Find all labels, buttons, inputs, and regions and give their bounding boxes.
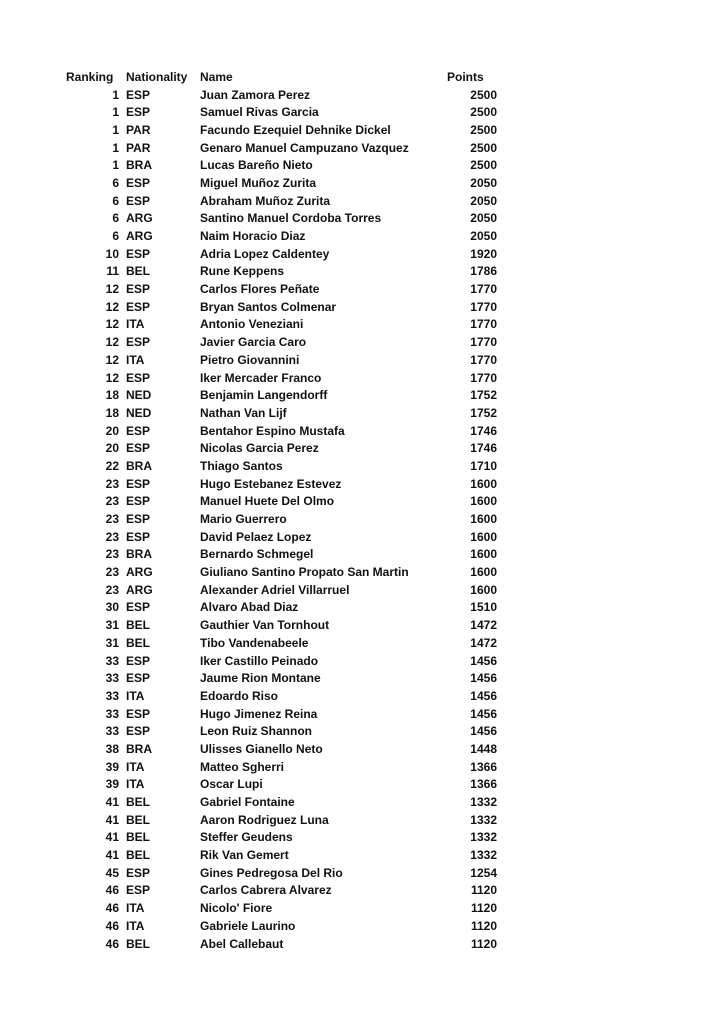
- table-row: [66, 86, 497, 104]
- nationality-cell: BEL: [126, 830, 150, 845]
- table-row: [66, 846, 497, 864]
- points-cell: 2500: [470, 140, 497, 155]
- name-cell: Juan Zamora Perez: [200, 87, 311, 102]
- rank-cell: 6: [112, 175, 119, 190]
- table-row: [66, 722, 497, 740]
- table-row: [66, 510, 497, 528]
- table-row: [66, 298, 497, 316]
- table-row: [66, 793, 497, 811]
- points-cell: 1600: [470, 512, 497, 527]
- name-cell: Rune Keppens: [200, 264, 285, 279]
- name-cell: Gabriele Laurino: [200, 918, 296, 933]
- name-cell: Oscar Lupi: [200, 777, 263, 792]
- name-cell: Alvaro Abad Diaz: [200, 600, 299, 615]
- table-row: [66, 333, 497, 351]
- name-cell: Matteo Sgherri: [200, 759, 285, 774]
- rank-cell: 23: [105, 582, 119, 597]
- rank-cell: 31: [105, 618, 119, 633]
- name-cell: Benjamin Langendorff: [200, 388, 328, 403]
- rank-cell: 23: [105, 494, 119, 509]
- points-cell: 2050: [470, 229, 497, 244]
- name-cell: Bernardo Schmegel: [200, 547, 314, 562]
- name-cell: Hugo Estebanez Estevez: [200, 476, 342, 491]
- points-cell: 1600: [470, 494, 497, 509]
- nationality-cell: ESP: [126, 529, 151, 544]
- nationality-cell: ITA: [126, 317, 145, 332]
- rank-cell: 6: [112, 193, 119, 208]
- points-cell: 1600: [470, 582, 497, 597]
- points-cell: 2500: [470, 122, 497, 137]
- rank-cell: 23: [105, 512, 119, 527]
- nationality-cell: ESP: [126, 175, 151, 190]
- points-cell: 1366: [470, 777, 497, 792]
- table-row: [66, 546, 497, 564]
- name-cell: David Pelaez Lopez: [200, 529, 312, 544]
- name-cell: Gauthier Van Tornhout: [200, 618, 330, 633]
- rank-cell: 12: [105, 282, 119, 297]
- points-cell: 1746: [470, 423, 497, 438]
- points-cell: 2500: [470, 87, 497, 102]
- table-row: [66, 386, 497, 404]
- table-row: [66, 917, 497, 935]
- points-cell: 1456: [470, 653, 497, 668]
- points-cell: 1752: [470, 405, 497, 420]
- table-row: [66, 369, 497, 387]
- rank-cell: 33: [105, 724, 119, 739]
- table-row: [66, 280, 497, 298]
- rank-cell: 33: [105, 653, 119, 668]
- nationality-cell: ESP: [126, 724, 151, 739]
- name-cell: Manuel Huete Del Olmo: [200, 494, 335, 509]
- nationality-cell: ARG: [126, 582, 153, 597]
- name-cell: Hugo Jimenez Reina: [200, 706, 318, 721]
- rank-cell: 33: [105, 688, 119, 703]
- nationality-cell: ESP: [126, 193, 151, 208]
- points-cell: 1456: [470, 724, 497, 739]
- name-cell: Miguel Muñoz Zurita: [200, 175, 316, 190]
- rank-cell: 6: [112, 211, 119, 226]
- rank-cell: 41: [105, 848, 119, 863]
- name-cell: Nathan Van Lijf: [200, 405, 287, 420]
- table-row: [66, 669, 497, 687]
- nationality-cell: ESP: [126, 706, 151, 721]
- rank-cell: 1: [112, 105, 119, 120]
- nationality-cell: BEL: [126, 264, 150, 279]
- table-row: [66, 652, 497, 670]
- name-cell: Javier Garcia Caro: [200, 335, 307, 350]
- points-cell: 2050: [470, 193, 497, 208]
- points-cell: 1600: [470, 529, 497, 544]
- nationality-cell: ITA: [126, 777, 145, 792]
- rank-cell: 41: [105, 830, 119, 845]
- nationality-cell: BEL: [126, 812, 150, 827]
- name-cell: Tibo Vandenabeele: [200, 635, 309, 650]
- rank-cell: 12: [105, 370, 119, 385]
- nationality-cell: BRA: [126, 741, 152, 756]
- nationality-cell: BEL: [126, 635, 150, 650]
- rank-cell: 12: [105, 352, 119, 367]
- rank-cell: 31: [105, 635, 119, 650]
- table-row: [66, 687, 497, 705]
- rank-cell: 41: [105, 795, 119, 810]
- nationality-cell: ITA: [126, 352, 145, 367]
- table-row: [66, 422, 497, 440]
- points-cell: 1456: [470, 688, 497, 703]
- rank-cell: 38: [105, 741, 119, 756]
- nationality-cell: NED: [126, 388, 152, 403]
- table-row: [66, 439, 497, 457]
- rank-cell: 23: [105, 529, 119, 544]
- points-cell: 1770: [470, 352, 497, 367]
- rank-cell: 20: [105, 441, 119, 456]
- table-row: [66, 316, 497, 334]
- points-cell: 1770: [470, 282, 497, 297]
- points-cell: 2050: [470, 175, 497, 190]
- name-cell: Pietro Giovannini: [200, 352, 300, 367]
- name-cell: Santino Manuel Cordoba Torres: [200, 211, 382, 226]
- table-row: [66, 899, 497, 917]
- points-cell: 1120: [470, 918, 497, 933]
- table-row: [66, 882, 497, 900]
- table-header-row: [66, 68, 497, 86]
- points-cell: 1366: [470, 759, 497, 774]
- points-cell: 1600: [470, 476, 497, 491]
- nationality-cell: ESP: [126, 653, 151, 668]
- points-cell: 1332: [470, 848, 497, 863]
- table-row: [66, 829, 497, 847]
- table-row: [66, 404, 497, 422]
- table-row: [66, 616, 497, 634]
- nationality-cell: ESP: [126, 883, 151, 898]
- rank-cell: 1: [112, 87, 119, 102]
- rank-cell: 12: [105, 335, 119, 350]
- table-row: [66, 740, 497, 758]
- points-cell: 1120: [470, 936, 497, 951]
- table-row: [66, 351, 497, 369]
- points-cell: 1710: [470, 458, 497, 473]
- rank-cell: 46: [105, 918, 119, 933]
- nationality-cell: ESP: [126, 494, 151, 509]
- nationality-cell: ESP: [126, 671, 151, 686]
- nationality-cell: ESP: [126, 335, 151, 350]
- rank-cell: 33: [105, 706, 119, 721]
- rank-cell: 46: [105, 936, 119, 951]
- rank-cell: 10: [105, 246, 119, 261]
- points-cell: 1770: [470, 299, 497, 314]
- table-row: [66, 227, 497, 245]
- points-cell: 1770: [470, 370, 497, 385]
- table-row: [66, 103, 497, 121]
- rank-cell: 30: [105, 600, 119, 615]
- nationality-cell: BRA: [126, 458, 152, 473]
- name-cell: Nicolas Garcia Perez: [200, 441, 319, 456]
- nationality-cell: ESP: [126, 476, 151, 491]
- nationality-cell: ESP: [126, 512, 151, 527]
- nationality-cell: BEL: [126, 848, 150, 863]
- points-cell: 1600: [470, 547, 497, 562]
- rank-cell: 45: [105, 865, 119, 880]
- rank-cell: 46: [105, 901, 119, 916]
- nationality-cell: ITA: [126, 901, 145, 916]
- column-header-nationality: Nationality: [126, 69, 188, 84]
- name-cell: Rik Van Gemert: [200, 848, 289, 863]
- table-row: [66, 139, 497, 157]
- rank-cell: 23: [105, 565, 119, 580]
- table-row: [66, 457, 497, 475]
- points-cell: 2050: [470, 211, 497, 226]
- points-cell: 2500: [470, 105, 497, 120]
- rank-cell: 20: [105, 423, 119, 438]
- nationality-cell: NED: [126, 405, 152, 420]
- name-cell: Iker Mercader Franco: [200, 370, 322, 385]
- name-cell: Lucas Bareño Nieto: [200, 158, 313, 173]
- name-cell: Leon Ruiz Shannon: [200, 724, 312, 739]
- name-cell: Abel Callebaut: [200, 936, 284, 951]
- name-cell: Ulisses Gianello Neto: [200, 741, 323, 756]
- rank-cell: 18: [105, 388, 119, 403]
- rank-cell: 46: [105, 883, 119, 898]
- nationality-cell: ESP: [126, 282, 151, 297]
- name-cell: Bryan Santos Colmenar: [200, 299, 337, 314]
- name-cell: Facundo Ezequiel Dehnike Dickel: [200, 122, 391, 137]
- name-cell: Steffer Geudens: [200, 830, 293, 845]
- points-cell: 1332: [470, 812, 497, 827]
- nationality-cell: ARG: [126, 229, 153, 244]
- nationality-cell: ESP: [126, 105, 151, 120]
- points-cell: 1472: [470, 635, 497, 650]
- name-cell: Jaume Rion Montane: [200, 671, 321, 686]
- table-row: [66, 634, 497, 652]
- name-cell: Abraham Muñoz Zurita: [200, 193, 331, 208]
- points-cell: 1254: [470, 865, 497, 880]
- rank-cell: 1: [112, 158, 119, 173]
- table-row: [66, 864, 497, 882]
- ranking-table: [66, 68, 497, 952]
- table-row: [66, 475, 497, 493]
- points-cell: 1456: [470, 706, 497, 721]
- points-cell: 1786: [470, 264, 497, 279]
- points-cell: 1332: [470, 795, 497, 810]
- table-row: [66, 705, 497, 723]
- rank-cell: 1: [112, 122, 119, 137]
- name-cell: Thiago Santos: [200, 458, 283, 473]
- nationality-cell: ESP: [126, 299, 151, 314]
- points-cell: 1752: [470, 388, 497, 403]
- column-header-points: Points: [447, 69, 484, 84]
- nationality-cell: ESP: [126, 441, 151, 456]
- points-cell: 1120: [470, 883, 497, 898]
- points-cell: 1456: [470, 671, 497, 686]
- rank-cell: 39: [105, 777, 119, 792]
- rank-cell: 23: [105, 547, 119, 562]
- nationality-cell: ESP: [126, 865, 151, 880]
- name-cell: Aaron Rodriguez Luna: [200, 812, 329, 827]
- name-cell: Samuel Rivas Garcia: [200, 105, 319, 120]
- name-cell: Edoardo Riso: [200, 688, 279, 703]
- points-cell: 1746: [470, 441, 497, 456]
- rank-cell: 6: [112, 229, 119, 244]
- table-row: [66, 528, 497, 546]
- points-cell: 1448: [470, 741, 497, 756]
- rank-cell: 33: [105, 671, 119, 686]
- nationality-cell: ITA: [126, 918, 145, 933]
- rank-cell: 12: [105, 299, 119, 314]
- rank-cell: 22: [105, 458, 119, 473]
- nationality-cell: ESP: [126, 87, 151, 102]
- points-cell: 1472: [470, 618, 497, 633]
- nationality-cell: ESP: [126, 600, 151, 615]
- points-cell: 1770: [470, 335, 497, 350]
- table-row: [66, 599, 497, 617]
- points-cell: 1770: [470, 317, 497, 332]
- column-header-name: Name: [200, 69, 233, 84]
- table-row: [66, 192, 497, 210]
- name-cell: Bentahor Espino Mustafa: [200, 423, 345, 438]
- nationality-cell: PAR: [126, 122, 151, 137]
- nationality-cell: ITA: [126, 759, 145, 774]
- name-cell: Genaro Manuel Campuzano Vazquez: [200, 140, 409, 155]
- name-cell: Giuliano Santino Propato San Martin: [200, 565, 409, 580]
- nationality-cell: ESP: [126, 246, 151, 261]
- nationality-cell: BRA: [126, 158, 152, 173]
- table-row: [66, 156, 497, 174]
- name-cell: Adria Lopez Caldentey: [200, 246, 330, 261]
- name-cell: Antonio Veneziani: [200, 317, 304, 332]
- rank-cell: 11: [106, 264, 119, 279]
- nationality-cell: ARG: [126, 211, 153, 226]
- table-row: [66, 563, 497, 581]
- table-row: [66, 758, 497, 776]
- rank-cell: 18: [105, 405, 119, 420]
- name-cell: Gines Pedregosa Del Rio: [200, 865, 343, 880]
- table-row: [66, 245, 497, 263]
- column-header-ranking: Ranking: [66, 69, 114, 84]
- table-row: [66, 811, 497, 829]
- table-body: [66, 86, 497, 953]
- nationality-cell: ARG: [126, 565, 153, 580]
- points-cell: 1332: [470, 830, 497, 845]
- table-row: [66, 776, 497, 794]
- rank-cell: 41: [105, 812, 119, 827]
- name-cell: Alexander Adriel Villarruel: [200, 582, 350, 597]
- name-cell: Gabriel Fontaine: [200, 795, 295, 810]
- name-cell: Iker Castillo Peinado: [200, 653, 319, 668]
- points-cell: 2500: [470, 158, 497, 173]
- nationality-cell: ITA: [126, 688, 145, 703]
- nationality-cell: BEL: [126, 618, 150, 633]
- rank-cell: 39: [105, 759, 119, 774]
- nationality-cell: BEL: [126, 936, 150, 951]
- table-row: [66, 121, 497, 139]
- table-row: [66, 174, 497, 192]
- rank-cell: 23: [105, 476, 119, 491]
- name-cell: Mario Guerrero: [200, 512, 287, 527]
- table-row: [66, 493, 497, 511]
- name-cell: Naim Horacio Diaz: [200, 229, 306, 244]
- rank-cell: 12: [105, 317, 119, 332]
- rank-cell: 1: [112, 140, 119, 155]
- name-cell: Nicolo' Fiore: [200, 901, 273, 916]
- points-cell: 1510: [470, 600, 497, 615]
- name-cell: Carlos Cabrera Alvarez: [200, 883, 332, 898]
- points-cell: 1920: [470, 246, 497, 261]
- table-row: [66, 263, 497, 281]
- points-cell: 1120: [470, 901, 497, 916]
- nationality-cell: PAR: [126, 140, 151, 155]
- nationality-cell: BEL: [126, 795, 150, 810]
- table-row: [66, 935, 497, 953]
- table-row: [66, 210, 497, 228]
- table-row: [66, 581, 497, 599]
- nationality-cell: ESP: [126, 370, 151, 385]
- nationality-cell: ESP: [126, 423, 151, 438]
- points-cell: 1600: [470, 565, 497, 580]
- name-cell: Carlos Flores Peñate: [200, 282, 320, 297]
- nationality-cell: BRA: [126, 547, 152, 562]
